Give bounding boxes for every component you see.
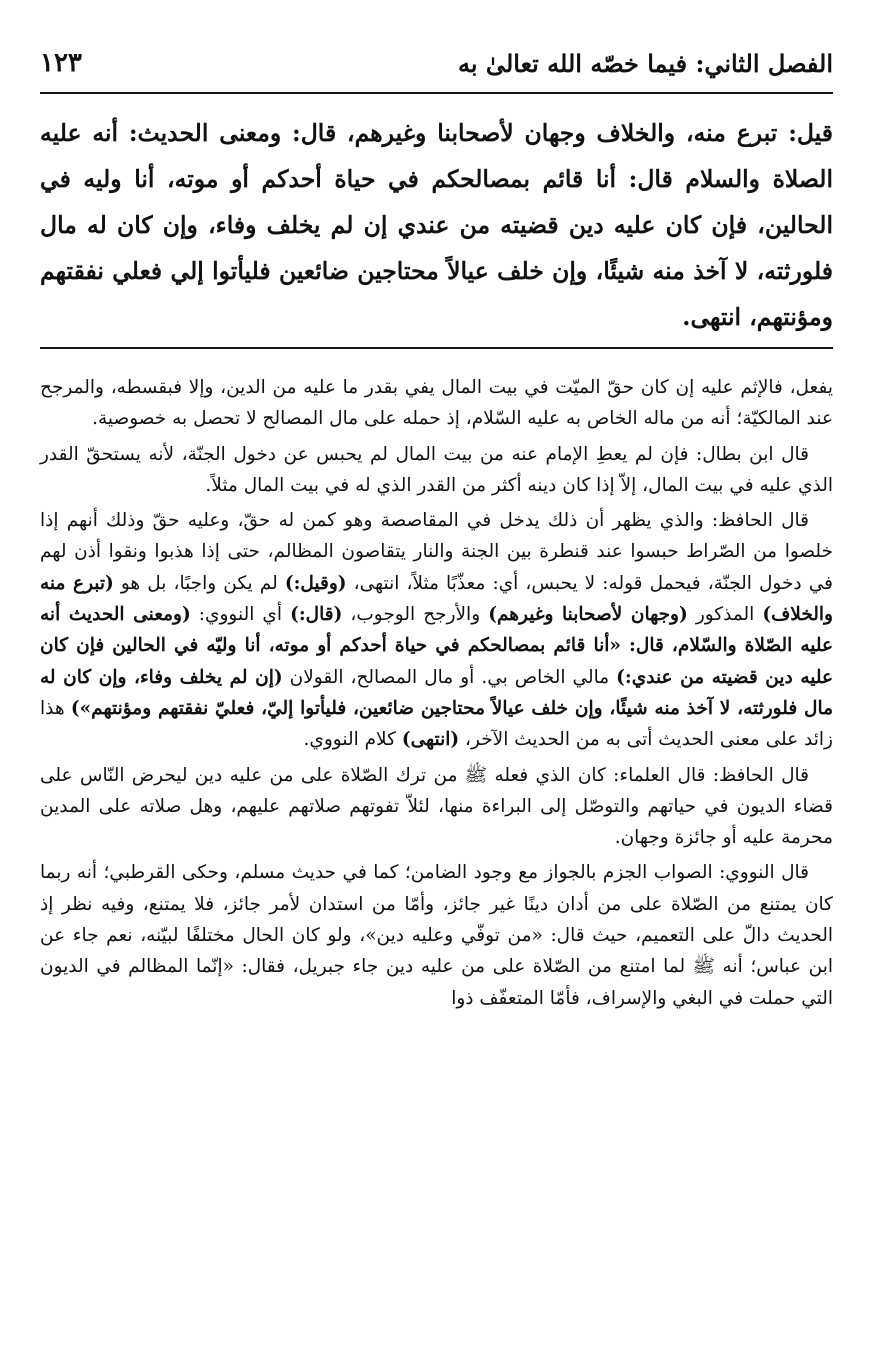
- quoted-matn: (ومعنى الحديث أنه عليه الصّلاة والسّلام، قال: «أنا قائم بمصالحكم في حياة أحدكم أو موته، أنا وليّه في الحالين فإن كان عليه دين قضيته من عندي:): [40, 604, 833, 688]
- commentary-text: مالي الخاص بي. أو مال المصالح، القولان: [289, 666, 610, 688]
- commentary: [40, 372, 833, 1018]
- commentary-text: قال الحافظ: والذي يظهر أن ذلك يدخل في المقاصصة وهو كمن له حقّ، وعليه حقّ وذلك أنهم إذا خلصوا من الصّراط حبسوا عند قنطرة بين الجنة والنار يتقاصون المظالم، حتى إذا هذبوا ونقوا أذن لهم في دخول الجنّة، فيحمل قوله: لا يحبس، أي: معذّبًا مثلاً، انتهى،: [40, 510, 833, 594]
- commentary-text: أي النووي:: [198, 604, 283, 626]
- commentary-paragraph-3: [40, 505, 833, 755]
- quoted-matn: (إن لم يخلف وفاء، وإن كان له مال فلورثته، لا آخذ منه شيئًا، وإن خلف عيالاً محتاجين ضائعين، فليأتوا إليّ، فعليّ نفقتهم ومؤنتهم»): [40, 666, 833, 719]
- chapter-title: الفصل الثاني: فيما خصّه الله تعالىٰ به: [458, 49, 833, 78]
- commentary-paragraph-4: قال الحافظ: قال العلماء: كان الذي فعله ﷺ من ترك الصّلاة على من عليه دين ليحرض النّاس على قضاء الديون في حياتهم والتوصّل إلى البراءة منها، لئلاّ تفوتهم صلاتهم عليهم، وهل صلاته على المدين محرمة عليه أو جائزة وجهان.: [40, 764, 833, 849]
- quoted-matn: (وقيل:): [284, 572, 347, 594]
- quoted-matn: (انتهى): [401, 729, 460, 751]
- commentary-text: لم يكن واجبًا، بل هو: [120, 572, 278, 594]
- commentary-paragraph-2: قال ابن بطال: فإن لم يعطِ الإمام عنه من بيت المال لم يحبس عن دخول الجنّة، لأنه يستحقّ القدر الذي عليه في بيت المال، إلاّ إذا كان دينه أكثر من القدر الذي له في بيت المال مثلاً.: [40, 443, 833, 496]
- main-text: [40, 110, 833, 340]
- main-text-paragraph: قيل: تبرع منه، والخلاف وجهان لأصحابنا وغيرهم، قال: ومعنى الحديث: أنه عليه الصلاة والسلام قال: أنا قائم بمصالحكم في حياة أحدكم أو موته، أنا وليه في الحالين، فإن كان عليه دين قضيته من عندي إن لم يخلف وفاء، وإن كان له مال فلورثته، لا آخذ منه شيئًا، وإن خلف عيالاً محتاجين ضائعين فليأتوا إلي فعلي نفقتهم ومؤنتهم، انتهى.: [40, 119, 833, 331]
- commentary-text: هذا زائد على معنى الحديث أتى به من الحديث الآخر،: [40, 697, 833, 751]
- section-divider: [40, 347, 833, 349]
- commentary-text: المذكور: [695, 604, 755, 626]
- page-header: [40, 38, 833, 78]
- header-rule: [40, 92, 833, 94]
- quoted-matn: (قال:): [290, 604, 343, 626]
- quoted-matn: (وجهان لأصحابنا وغيرهم): [488, 604, 688, 626]
- quoted-matn: (تبرع منه والخلاف): [40, 572, 833, 626]
- commentary-paragraph-5: قال النووي: الصواب الجزم بالجواز مع وجود الضامن؛ كما في حديث مسلم، وحكى القرطبي؛ أنه ربما كان يمتنع من الصّلاة على من أدان دينًا غير جائز، وأمّا من استدان لأمر جائز، فلا يمتنع، وفيه نظر إذ الحديث دالّ على التعميم، حيث قال: «من توفّي وعليه دين»، ولو كان الحال مختلفًا لبيّنه، نعم جاء عن ابن عباس؛ أنه ﷺ لما امتنع من الصّلاة على من عليه دين جاء جبريل، فقال: «إنّما المظالم في الديون التي حملت في البغي والإسراف، فأمّا المتعفّف ذوا: [40, 862, 833, 1009]
- commentary-paragraph-1: يفعل، فالإثم عليه إن كان حقّ الميّت في بيت المال يفي بقدر ما عليه من الدين، وإلا فبقسطه، والمرجح عند المالكيّة؛ أنه من ماله الخاص به عليه السّلام، إذ حمله على مال المصالح لا تحصل به خصوصية.: [40, 377, 833, 430]
- page-number: ١٢٣: [40, 48, 82, 78]
- commentary-text: كلام النووي.: [303, 729, 396, 751]
- commentary-text: والأرجح الوجوب،: [350, 604, 481, 626]
